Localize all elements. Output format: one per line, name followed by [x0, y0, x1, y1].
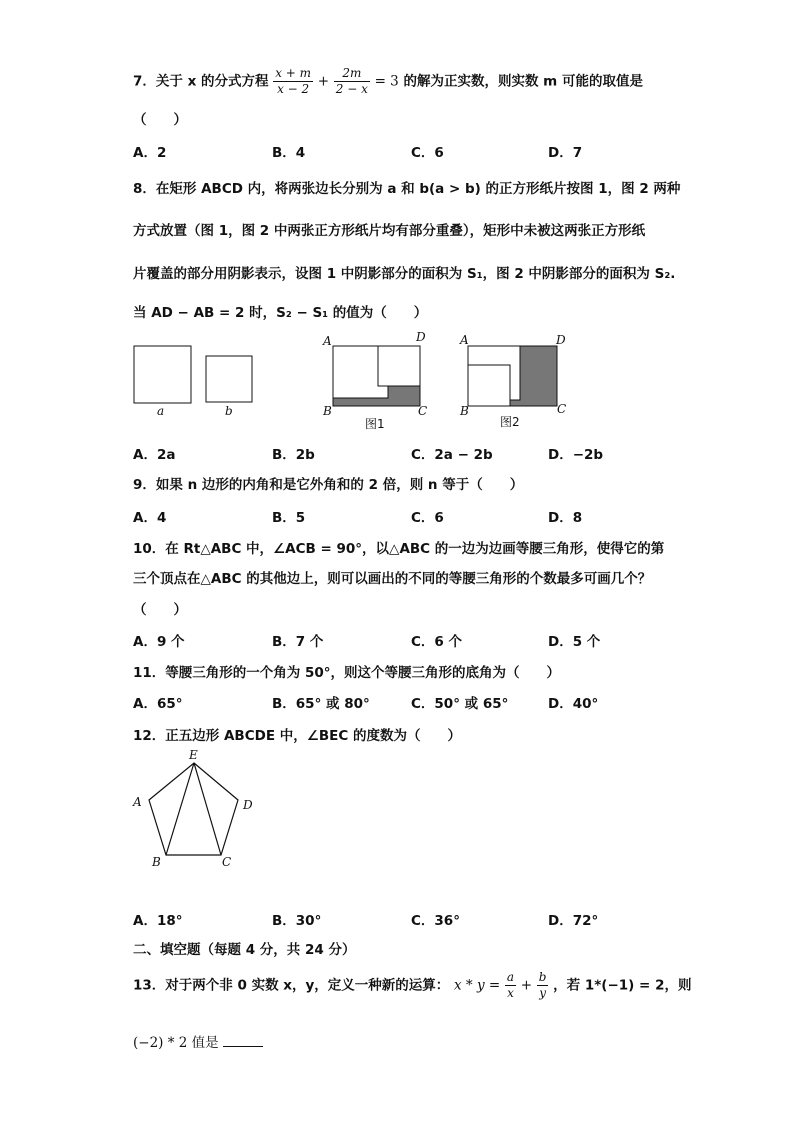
- q10-line-1: 10．在 Rt△ABC 中，∠ACB = 90°，以△ABC 的一边为边画等腰三角形，使得它的第: [133, 541, 665, 557]
- q13-frac-b-denominator: y: [539, 986, 546, 1000]
- q13-stem: [133, 970, 691, 1001]
- fig2-caption: 图2: [500, 415, 520, 429]
- q10-line-2: 三个顶点在△ABC 的其他边上，则可以画出的不同的等腰三角形的个数最多可画几个？: [133, 571, 652, 587]
- q13-line-2: [133, 1031, 263, 1051]
- pentagon-abcde: [149, 763, 238, 855]
- fig2-label-c: C: [557, 402, 567, 416]
- q7-option-d[interactable]: D．7: [548, 145, 583, 161]
- q13-fraction-b: [537, 970, 549, 1001]
- q8-option-a[interactable]: A．2a: [133, 447, 176, 463]
- q13-answer-blank[interactable]: [223, 1046, 263, 1047]
- segment-eb: [166, 763, 194, 855]
- q13-frac-a-numerator: a: [506, 970, 515, 984]
- q7-prefix: 7．关于 x 的分式方程: [133, 73, 269, 90]
- q12-option-b[interactable]: B．30°: [272, 913, 322, 929]
- q7-plus: +: [317, 73, 330, 90]
- q9-option-a[interactable]: A．4: [133, 510, 167, 526]
- square-b: [206, 356, 252, 402]
- fig2-label-b: B: [460, 404, 469, 418]
- q7-option-b[interactable]: B．4: [272, 145, 306, 161]
- q10-answer-paren: （ ）: [133, 602, 187, 618]
- q7-frac2-numerator: 2m: [334, 66, 370, 82]
- q7-option-c[interactable]: C．6: [411, 145, 444, 161]
- q11-option-a[interactable]: A．65°: [133, 696, 183, 712]
- q7-answer-paren: （ ）: [133, 112, 187, 128]
- fig1-label-b: B: [323, 404, 332, 418]
- q8-line-2: 方式放置（图 1，图 2 中两张正方形纸片均有部分重叠），矩形中未被这两张正方形纸: [133, 223, 646, 239]
- q8-option-c[interactable]: C．2a − 2b: [411, 447, 493, 463]
- q7-suffix: 的解为正实数，则实数 m 可能的取值是: [403, 73, 643, 90]
- q7-fraction-1: [273, 66, 313, 97]
- q12-option-a[interactable]: A．18°: [133, 913, 183, 929]
- fig2-label-a: A: [460, 333, 469, 347]
- q13-plus: +: [520, 977, 533, 994]
- q7-option-a[interactable]: A．2: [133, 145, 167, 161]
- q13-frac-b-numerator: b: [538, 970, 547, 984]
- fig2-label-d: D: [556, 333, 566, 347]
- q12-option-d[interactable]: D．72°: [548, 913, 599, 929]
- figure-2: [468, 346, 557, 406]
- vertex-label-b: B: [152, 855, 161, 869]
- q13-fraction-a: [505, 970, 516, 1001]
- section-2-title: 二、填空题（每题 4 分，共 24 分）: [133, 942, 356, 958]
- fig2-square-b: [468, 365, 510, 406]
- q11-option-c[interactable]: C．50° 或 65°: [411, 696, 509, 712]
- q13-expression-lhs: x * y =: [454, 977, 501, 994]
- segment-ec: [194, 763, 221, 855]
- vertex-label-c: C: [222, 855, 232, 869]
- q10-option-b[interactable]: B．7 个: [272, 634, 324, 650]
- q10-option-d[interactable]: D．5 个: [548, 634, 601, 650]
- q8-line-3: 片覆盖的部分用阴影表示，设图 1 中阴影部分的面积为 S₁，图 2 中阴影部分的面积为 S₂.: [133, 266, 676, 282]
- q9-option-d[interactable]: D．8: [548, 510, 583, 526]
- q13-frac-a-denominator: x: [507, 986, 514, 1000]
- q10-option-c[interactable]: C．6 个: [411, 634, 463, 650]
- q11-option-b[interactable]: B．65° 或 80°: [272, 696, 370, 712]
- q8-option-d[interactable]: D．−2b: [548, 447, 604, 463]
- fig1-shade-bottom: [333, 398, 388, 406]
- fig1-shade-corner: [388, 386, 420, 406]
- q13-line-2-text: (−2) * 2 值是: [133, 1035, 219, 1051]
- q8-line-1: 8．在矩形 ABCD 内，将两张边长分别为 a 和 b(a > b) 的正方形纸片按图 1，图 2 两种: [133, 181, 681, 197]
- q11-stem: 11．等腰三角形的一个角为 50°，则这个等腰三角形的底角为（ ）: [133, 665, 561, 681]
- q13-suffix: ，若 1*(−1) = 2，则: [553, 977, 692, 994]
- q7-equals: = 3: [374, 73, 399, 90]
- fig1-square-b: [378, 346, 420, 386]
- q7-frac1-denominator: x − 2: [277, 82, 310, 96]
- q7-stem: [133, 66, 643, 97]
- q11-option-d[interactable]: D．40°: [548, 696, 599, 712]
- fig2-shade-small: [510, 400, 520, 406]
- q8-line-4: 当 AD − AB = 2 时，S₂ − S₁ 的值为（ ）: [133, 305, 428, 321]
- vertex-label-a: A: [133, 795, 142, 809]
- figure-1: [333, 346, 420, 406]
- q7-frac2-denominator: 2 − x: [335, 82, 368, 96]
- vertex-label-e: E: [189, 748, 198, 762]
- q7-frac1-numerator: x + m: [275, 66, 312, 80]
- q9-stem: 9．如果 n 边形的内角和是它外角和的 2 倍，则 n 等于（ ）: [133, 477, 524, 493]
- q8-option-b[interactable]: B．2b: [272, 447, 315, 463]
- label-b: b: [225, 404, 233, 418]
- vertex-label-d: D: [243, 798, 253, 812]
- fig1-label-a: A: [323, 334, 332, 348]
- fig1-label-d: D: [416, 330, 426, 344]
- q9-option-b[interactable]: B．5: [272, 510, 306, 526]
- q12-option-c[interactable]: C．36°: [411, 913, 460, 929]
- q13-prefix: 13．对于两个非 0 实数 x，y，定义一种新的运算：: [133, 977, 450, 994]
- fig2-shade-right: [520, 346, 557, 406]
- q10-option-a[interactable]: A．9 个: [133, 634, 185, 650]
- q12-stem: 12．正五边形 ABCDE 中，∠BEC 的度数为（ ）: [133, 728, 461, 744]
- fig1-caption: 图1: [365, 417, 385, 431]
- square-a: [134, 346, 191, 403]
- q7-fraction-2: [334, 66, 370, 97]
- fig1-label-c: C: [418, 404, 428, 418]
- label-a: a: [157, 404, 165, 418]
- q9-option-c[interactable]: C．6: [411, 510, 444, 526]
